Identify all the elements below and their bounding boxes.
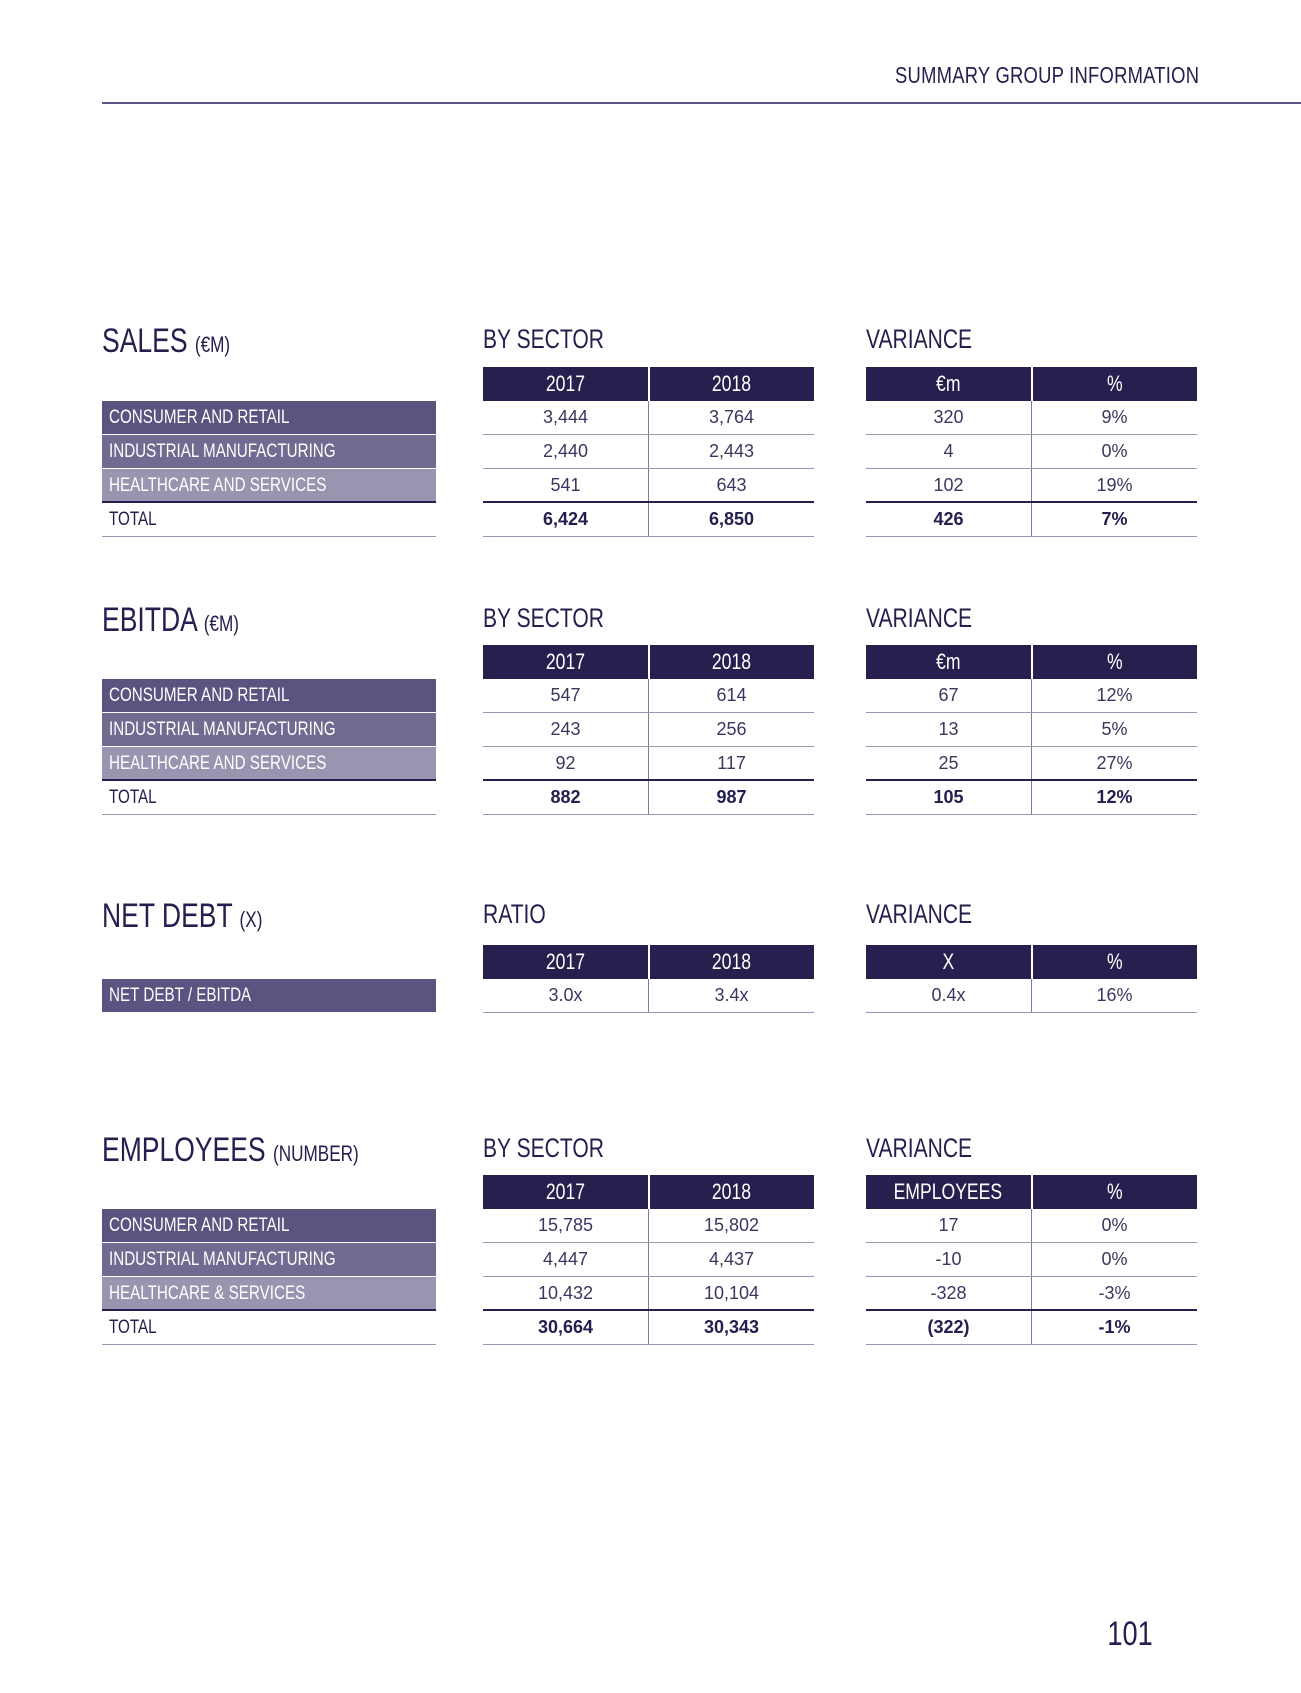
ratio-subtitle: RATIO bbox=[483, 899, 546, 929]
label-consumer-retail: CONSUMER AND RETAIL bbox=[102, 679, 436, 713]
by-sector-subtitle: BY SECTOR bbox=[483, 324, 604, 354]
total-2018: 30,343 bbox=[703, 1317, 760, 1337]
variance-percent: 27% bbox=[1096, 753, 1133, 773]
table-header bbox=[483, 645, 814, 679]
table-row bbox=[483, 401, 814, 435]
page-header-title: SUMMARY GROUP INFORMATION bbox=[894, 62, 1199, 88]
section-title-text: EMPLOYEES bbox=[102, 1131, 266, 1169]
table-row bbox=[483, 1209, 814, 1243]
value-2018: 614 bbox=[716, 685, 747, 705]
ratio-table bbox=[483, 945, 814, 1013]
value-2018: 15,802 bbox=[703, 1215, 760, 1235]
table-row bbox=[866, 713, 1197, 747]
by-sector-table bbox=[483, 1175, 814, 1345]
variance-value: 67 bbox=[866, 679, 1032, 712]
table-total-row bbox=[866, 503, 1197, 537]
label-industrial-manufacturing: INDUSTRIAL MANUFACTURING bbox=[102, 435, 436, 469]
value-2018: 643 bbox=[716, 475, 747, 495]
variance-percent: 5% bbox=[1101, 719, 1128, 739]
variance-value: 320 bbox=[866, 401, 1032, 434]
value-2017: 4,447 bbox=[483, 1243, 649, 1276]
variance-subtitle: VARIANCE bbox=[866, 1133, 973, 1163]
total-variance-value: 426 bbox=[866, 503, 1032, 536]
table-row bbox=[483, 979, 814, 1013]
variance-value: 13 bbox=[866, 713, 1032, 746]
label-total: TOTAL bbox=[102, 503, 436, 537]
table-total-row bbox=[866, 1311, 1197, 1345]
section-title-unit: (€M) bbox=[194, 332, 231, 357]
by-sector-table bbox=[483, 645, 814, 815]
table-row bbox=[866, 401, 1197, 435]
header-x: X bbox=[866, 945, 1033, 979]
variance-percent: -3% bbox=[1098, 1283, 1131, 1303]
label-industrial-manufacturing: INDUSTRIAL MANUFACTURING bbox=[102, 713, 436, 747]
table-row bbox=[483, 747, 814, 781]
variance-value: -328 bbox=[866, 1277, 1032, 1309]
label-consumer-retail: CONSUMER AND RETAIL bbox=[102, 1209, 436, 1243]
row-labels bbox=[102, 401, 436, 537]
section-title-unit: (X) bbox=[239, 907, 263, 932]
variance-subtitle: VARIANCE bbox=[866, 324, 973, 354]
label-healthcare-services: HEALTHCARE AND SERVICES bbox=[102, 469, 436, 503]
table-row bbox=[866, 679, 1197, 713]
header-percent: % bbox=[1106, 649, 1123, 674]
table-header bbox=[866, 1175, 1197, 1209]
value-2017: 15,785 bbox=[483, 1209, 649, 1242]
value-2017: 541 bbox=[483, 469, 649, 501]
value-2018: 4,437 bbox=[708, 1249, 755, 1269]
table-header bbox=[866, 367, 1197, 401]
table-row bbox=[483, 1277, 814, 1311]
section-title-unit: (€M) bbox=[203, 611, 239, 636]
header-2017: 2017 bbox=[483, 367, 650, 401]
value-2017: 243 bbox=[483, 713, 649, 746]
table-row bbox=[866, 435, 1197, 469]
table-row bbox=[483, 713, 814, 747]
page-number: 101 bbox=[1107, 1615, 1153, 1653]
table-row bbox=[483, 469, 814, 503]
row-labels bbox=[102, 679, 436, 815]
table-total-row bbox=[866, 781, 1197, 815]
header-2018: 2018 bbox=[712, 949, 752, 974]
variance-percent: 0% bbox=[1101, 441, 1128, 461]
total-variance-value: (322) bbox=[866, 1311, 1032, 1344]
value-2018: 2,443 bbox=[708, 441, 755, 461]
variance-percent: 12% bbox=[1096, 685, 1133, 705]
variance-percent: 9% bbox=[1101, 407, 1128, 427]
section-title-text: EBITDA bbox=[102, 601, 197, 639]
section-title-text: NET DEBT bbox=[102, 897, 233, 935]
total-2017: 882 bbox=[483, 781, 649, 814]
label-industrial-manufacturing: INDUSTRIAL MANUFACTURING bbox=[102, 1243, 436, 1277]
header-2017: 2017 bbox=[483, 945, 650, 979]
value-2017: 10,432 bbox=[483, 1277, 649, 1309]
label-healthcare-services: HEALTHCARE AND SERVICES bbox=[102, 747, 436, 781]
table-row bbox=[866, 1277, 1197, 1311]
table-header bbox=[483, 367, 814, 401]
value-2018: 117 bbox=[717, 753, 746, 773]
header-rule bbox=[102, 102, 1301, 104]
label-total: TOTAL bbox=[102, 1311, 436, 1345]
by-sector-subtitle: BY SECTOR bbox=[483, 1133, 604, 1163]
total-variance-value: 105 bbox=[866, 781, 1032, 814]
header-2018: 2018 bbox=[712, 371, 752, 396]
section-title-text: SALES bbox=[102, 322, 188, 360]
variance-table bbox=[866, 645, 1197, 815]
section-title bbox=[102, 897, 262, 936]
table-row bbox=[866, 979, 1197, 1013]
table-header bbox=[483, 945, 814, 979]
table-row bbox=[866, 1209, 1197, 1243]
variance-percent: 0% bbox=[1101, 1249, 1128, 1269]
table-row bbox=[866, 747, 1197, 781]
table-row bbox=[483, 679, 814, 713]
value-2018: 3,764 bbox=[708, 407, 755, 427]
variance-value: 102 bbox=[866, 469, 1032, 501]
header-percent: % bbox=[1106, 1179, 1123, 1204]
value-2018: 256 bbox=[716, 719, 747, 739]
value-2018: 3.4x bbox=[714, 985, 749, 1005]
value-2017: 2,440 bbox=[483, 435, 649, 468]
total-variance-percent: 12% bbox=[1096, 787, 1133, 807]
table-row bbox=[483, 1243, 814, 1277]
variance-table bbox=[866, 367, 1197, 537]
variance-value: 0.4x bbox=[866, 979, 1032, 1012]
total-variance-percent: -1% bbox=[1098, 1317, 1131, 1337]
variance-table bbox=[866, 945, 1197, 1013]
header-eur-m: €m bbox=[866, 645, 1033, 679]
table-header bbox=[866, 645, 1197, 679]
variance-value: -10 bbox=[866, 1243, 1032, 1276]
value-2017: 547 bbox=[483, 679, 649, 712]
variance-table bbox=[866, 1175, 1197, 1345]
section-title bbox=[102, 322, 230, 361]
table-total-row bbox=[483, 781, 814, 815]
variance-value: 4 bbox=[866, 435, 1032, 468]
variance-value: 17 bbox=[866, 1209, 1032, 1242]
total-variance-percent: 7% bbox=[1101, 509, 1128, 529]
table-row bbox=[866, 469, 1197, 503]
row-labels bbox=[102, 979, 436, 1013]
header-eur-m: €m bbox=[866, 367, 1033, 401]
total-2018: 6,850 bbox=[708, 509, 755, 529]
total-2018: 987 bbox=[716, 787, 747, 807]
total-2017: 6,424 bbox=[483, 503, 649, 536]
total-2017: 30,664 bbox=[483, 1311, 649, 1344]
variance-percent: 0% bbox=[1101, 1215, 1128, 1235]
variance-subtitle: VARIANCE bbox=[866, 899, 973, 929]
table-row bbox=[483, 435, 814, 469]
header-2018: 2018 bbox=[712, 649, 752, 674]
table-total-row bbox=[483, 503, 814, 537]
header-percent: % bbox=[1106, 949, 1123, 974]
label-healthcare-services: HEALTHCARE & SERVICES bbox=[102, 1277, 436, 1311]
header-employees: EMPLOYEES bbox=[866, 1175, 1033, 1209]
variance-value: 25 bbox=[866, 747, 1032, 779]
value-2018: 10,104 bbox=[703, 1283, 760, 1303]
label-net-debt-ebitda: NET DEBT / EBITDA bbox=[102, 979, 436, 1013]
value-2017: 92 bbox=[483, 747, 649, 779]
table-total-row bbox=[483, 1311, 814, 1345]
header-2018: 2018 bbox=[712, 1179, 752, 1204]
header-percent: % bbox=[1106, 371, 1123, 396]
by-sector-subtitle: BY SECTOR bbox=[483, 603, 604, 633]
by-sector-table bbox=[483, 367, 814, 537]
variance-subtitle: VARIANCE bbox=[866, 603, 973, 633]
variance-percent: 16% bbox=[1096, 985, 1133, 1005]
variance-percent: 19% bbox=[1096, 475, 1133, 495]
label-total: TOTAL bbox=[102, 781, 436, 815]
value-2017: 3.0x bbox=[483, 979, 649, 1012]
value-2017: 3,444 bbox=[483, 401, 649, 434]
table-row bbox=[866, 1243, 1197, 1277]
row-labels bbox=[102, 1209, 436, 1345]
section-title-unit: (NUMBER) bbox=[272, 1141, 359, 1166]
label-consumer-retail: CONSUMER AND RETAIL bbox=[102, 401, 436, 435]
section-title bbox=[102, 601, 239, 640]
section-title bbox=[102, 1131, 359, 1170]
page-header bbox=[819, 62, 1199, 89]
table-header bbox=[483, 1175, 814, 1209]
table-header bbox=[866, 945, 1197, 979]
header-2017: 2017 bbox=[483, 645, 650, 679]
header-2017: 2017 bbox=[483, 1175, 650, 1209]
